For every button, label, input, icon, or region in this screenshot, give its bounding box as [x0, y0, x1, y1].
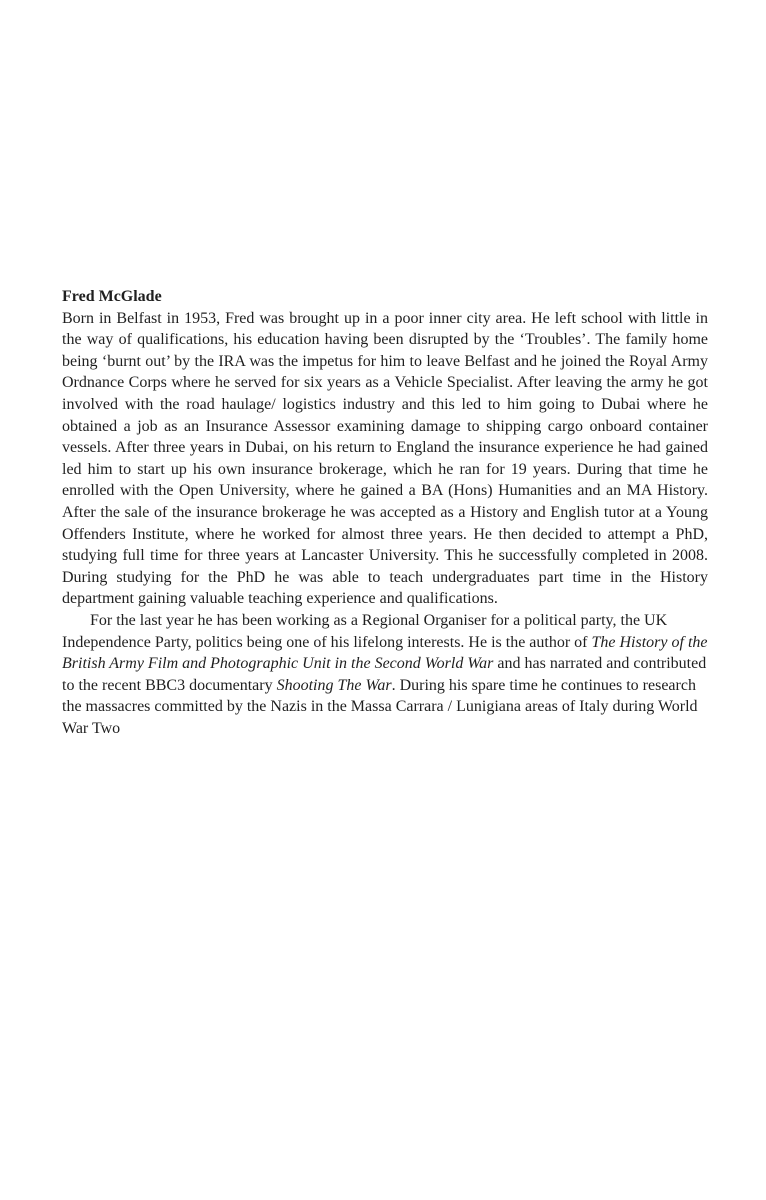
- author-name: Fred McGlade: [62, 288, 162, 305]
- bio-paragraph-2-text-1: For the last year he has been working as a Regional Organiser for a political party, the UK Independence Party, politics being one of his lifelong interests. He is the author of: [62, 611, 668, 651]
- book-title: The History of the British Army Film and Photographic Unit in the Second World War: [62, 633, 708, 673]
- bio-paragraph-2-text-3: . During his spare time he continues to research the massacres committed by the Nazis in the Massa Carrara / Lunigiana areas of Italy during World War Two: [62, 676, 698, 737]
- bio-paragraph-2: [62, 610, 708, 740]
- bio-paragraph-2-text-2: and has narrated and contributed to the recent BBC3 documentary: [62, 655, 707, 694]
- author-bio: [62, 286, 708, 739]
- documentary-title: Shooting The War: [276, 676, 392, 694]
- bio-paragraph-1: Born in Belfast in 1953, Fred was brought up in a poor inner city area. He left school with little in the way of qualifications, his education having been disrupted by the ‘Troubles’. The family home being ‘burnt out’ by the IRA was the impetus for him to leave Belfast and he joined the Royal Army Ordnance Corps where he served for six years as a Vehicle Specialist. After leaving the army he got involved with the road haulage/ logistics industry and this led to him going to Dubai where he obtained a job as an Insurance Assessor examining damage to shipping cargo onboard container vessels. After three years in Dubai, on his return to England the insurance experience he had gained led him to start up his own insurance brokerage, which he ran for 19 years. During that time he enrolled with the Open University, where he gained a BA (Hons) Humanities and an MA History. After the sale of the insurance brokerage he was accepted as a History and English tutor at a Young Offenders Institute, where he worked for almost three years. He then decided to attempt a PhD, studying full time for three years at Lancaster University. This he successfully completed in 2008. During studying for the PhD he was able to teach undergraduates part time in the History department gaining valuable teaching experience and qualifications.: [62, 309, 708, 608]
